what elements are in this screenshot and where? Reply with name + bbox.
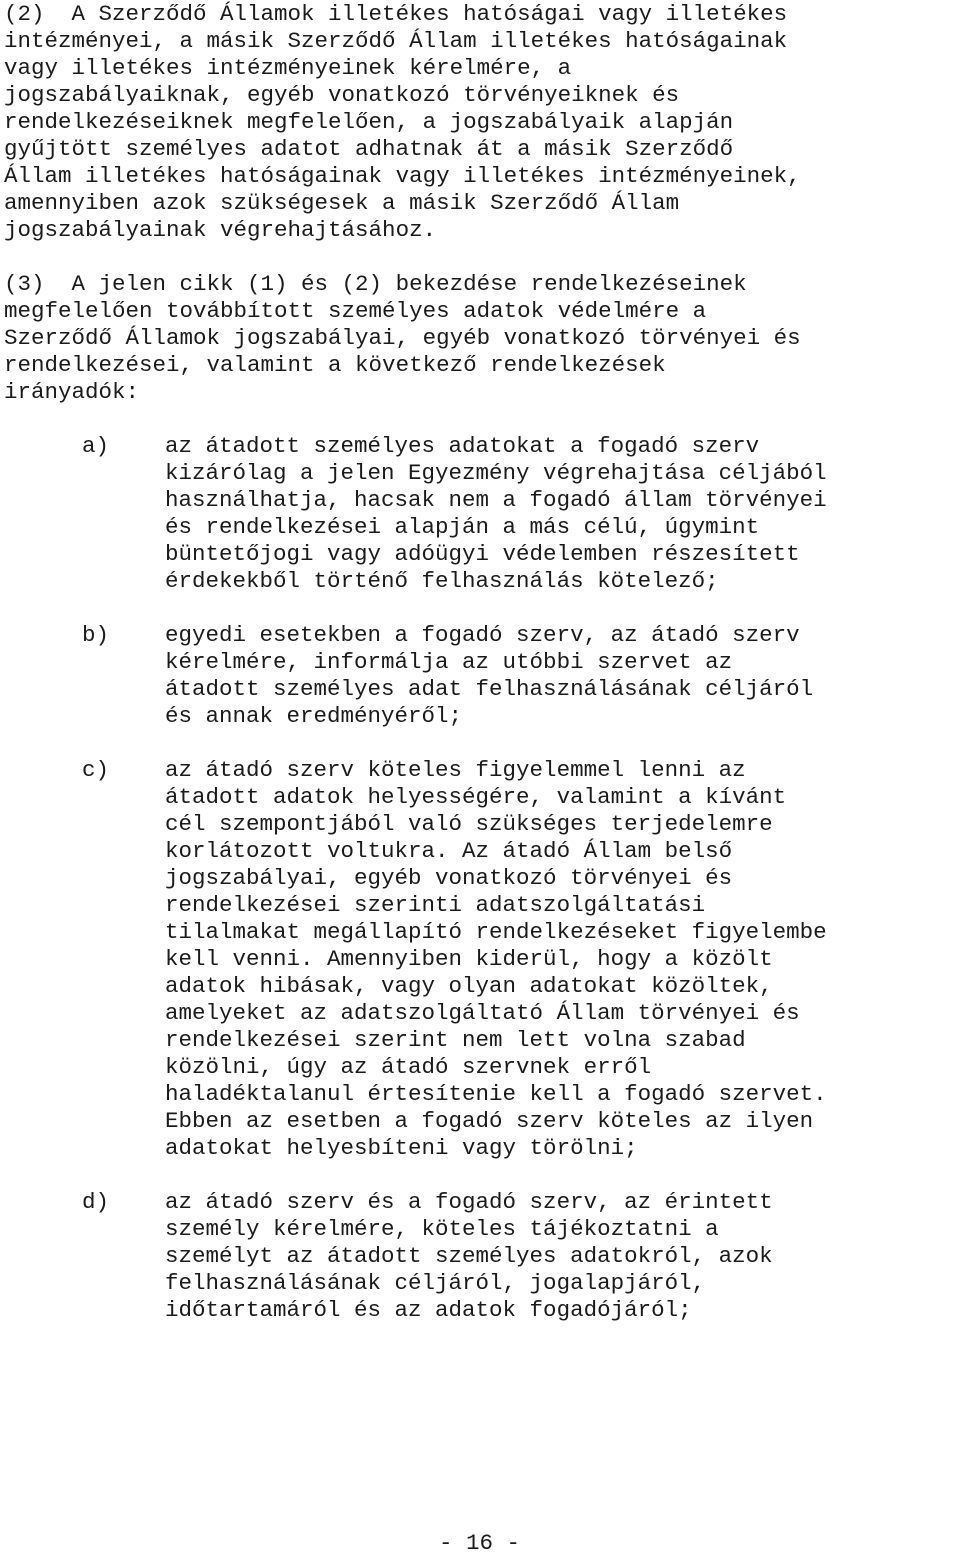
text-line: gyűjtött személyes adatot adhatnak át a másik Szerződő	[4, 136, 734, 162]
list-item-body	[165, 622, 960, 730]
text-line: büntetőjogi vagy adóügyi védelemben részesített	[165, 541, 800, 567]
list-item-label: c)	[82, 757, 110, 783]
text-line: Ebben az esetben a fogadó szerv köteles az ilyen	[165, 1108, 814, 1134]
text-line: vagy illetékes intézményeinek kérelmére, a	[4, 55, 572, 81]
text-line: tilalmakat megállapító rendelkezéseket figyelembe	[165, 919, 827, 945]
text-line: kell venni. Amennyiben kiderül, hogy a közölt	[165, 946, 773, 972]
text-line: időtartamáról és az adatok fogadójáról;	[165, 1297, 692, 1323]
text-line: az átadott személyes adatokat a fogadó szerv	[165, 433, 760, 459]
text-line: adatok hibásak, vagy olyan adatokat közöltek,	[165, 973, 773, 999]
text-line: Szerződő Államok jogszabályai, egyéb vonatkozó törvényei és	[4, 325, 801, 351]
text-line: használhatja, hacsak nem a fogadó állam törvényei	[165, 487, 827, 513]
text-line: érdekekből történő felhasználás kötelező;	[165, 568, 719, 594]
text-line: rendelkezései, valamint a következő rendelkezések	[4, 352, 666, 378]
text-line: közölni, úgy az átadó szervnek erről	[165, 1054, 652, 1080]
text-line: (3) A jelen cikk (1) és (2) bekezdése rendelkezéseinek	[4, 271, 747, 297]
page-number: - 16 -	[438, 1530, 520, 1556]
list-item-label: b)	[82, 622, 110, 648]
text-line: amennyiben azok szükségesek a másik Szerződő Állam	[4, 190, 680, 216]
text-line: személyt az átadott személyes adatokról, azok	[165, 1243, 773, 1269]
text-line: az átadó szerv és a fogadó szerv, az érintett	[165, 1189, 773, 1215]
text-line: egyedi esetekben a fogadó szerv, az átadó szerv	[165, 622, 800, 648]
text-line: amelyeket az adatszolgáltató Állam törvényei és	[165, 1000, 800, 1026]
text-line: megfelelően továbbított személyes adatok védelmére a	[4, 298, 707, 324]
paragraph-2	[4, 1, 959, 244]
text-line: Állam illetékes hatóságainak vagy illetékes intézményeinek,	[4, 163, 801, 189]
list-item-body	[165, 757, 960, 1162]
text-line: haladéktalanul értesítenie kell a fogadó szervet.	[165, 1081, 827, 1107]
text-line: intézményei, a másik Szerződő Állam illetékes hatóságainak	[4, 28, 788, 54]
text-line: jogszabályainak végrehajtásához.	[4, 217, 437, 243]
text-line: rendelkezéseiknek megfelelően, a jogszabályaik alapján	[4, 109, 734, 135]
text-line: átadott adatok helyességére, valamint a kívánt	[165, 784, 787, 810]
text-line: és annak eredményéről;	[165, 703, 463, 729]
text-line: és rendelkezései alapján a más célú, úgymint	[165, 514, 760, 540]
list-item-body	[165, 1189, 960, 1324]
text-line: rendelkezései szerint nem lett volna szabad	[165, 1027, 746, 1053]
text-line: kizárólag a jelen Egyezmény végrehajtása céljából	[165, 460, 827, 486]
text-line: korlátozott voltukra. Az átadó Állam belső	[165, 838, 733, 864]
text-line: személy kérelmére, köteles tájékoztatni a	[165, 1216, 719, 1242]
text-line: (2) A Szerződő Államok illetékes hatóságai vagy illetékes	[4, 1, 788, 27]
list-item-label: d)	[82, 1189, 110, 1215]
text-line: átadott személyes adat felhasználásának céljáról	[165, 676, 814, 702]
text-line: cél szempontjából való szükséges terjedelemre	[165, 811, 773, 837]
list-item-label: a)	[82, 433, 110, 459]
text-line: rendelkezései szerinti adatszolgáltatási	[165, 892, 706, 918]
page-footer	[0, 1530, 960, 1557]
text-line: kérelmére, informálja az utóbbi szervet az	[165, 649, 733, 675]
text-line: jogszabályaiknak, egyéb vonatkozó törvényeiknek és	[4, 82, 680, 108]
paragraph-3	[4, 271, 959, 406]
text-line: adatokat helyesbíteni vagy törölni;	[165, 1135, 638, 1161]
text-line: felhasználásának céljáról, jogalapjáról,	[165, 1270, 706, 1296]
text-line: irányadók:	[4, 379, 140, 405]
list-item-body	[165, 433, 960, 595]
text-line: az átadó szerv köteles figyelemmel lenni az	[165, 757, 746, 783]
text-line: jogszabályai, egyéb vonatkozó törvényei és	[165, 865, 733, 891]
